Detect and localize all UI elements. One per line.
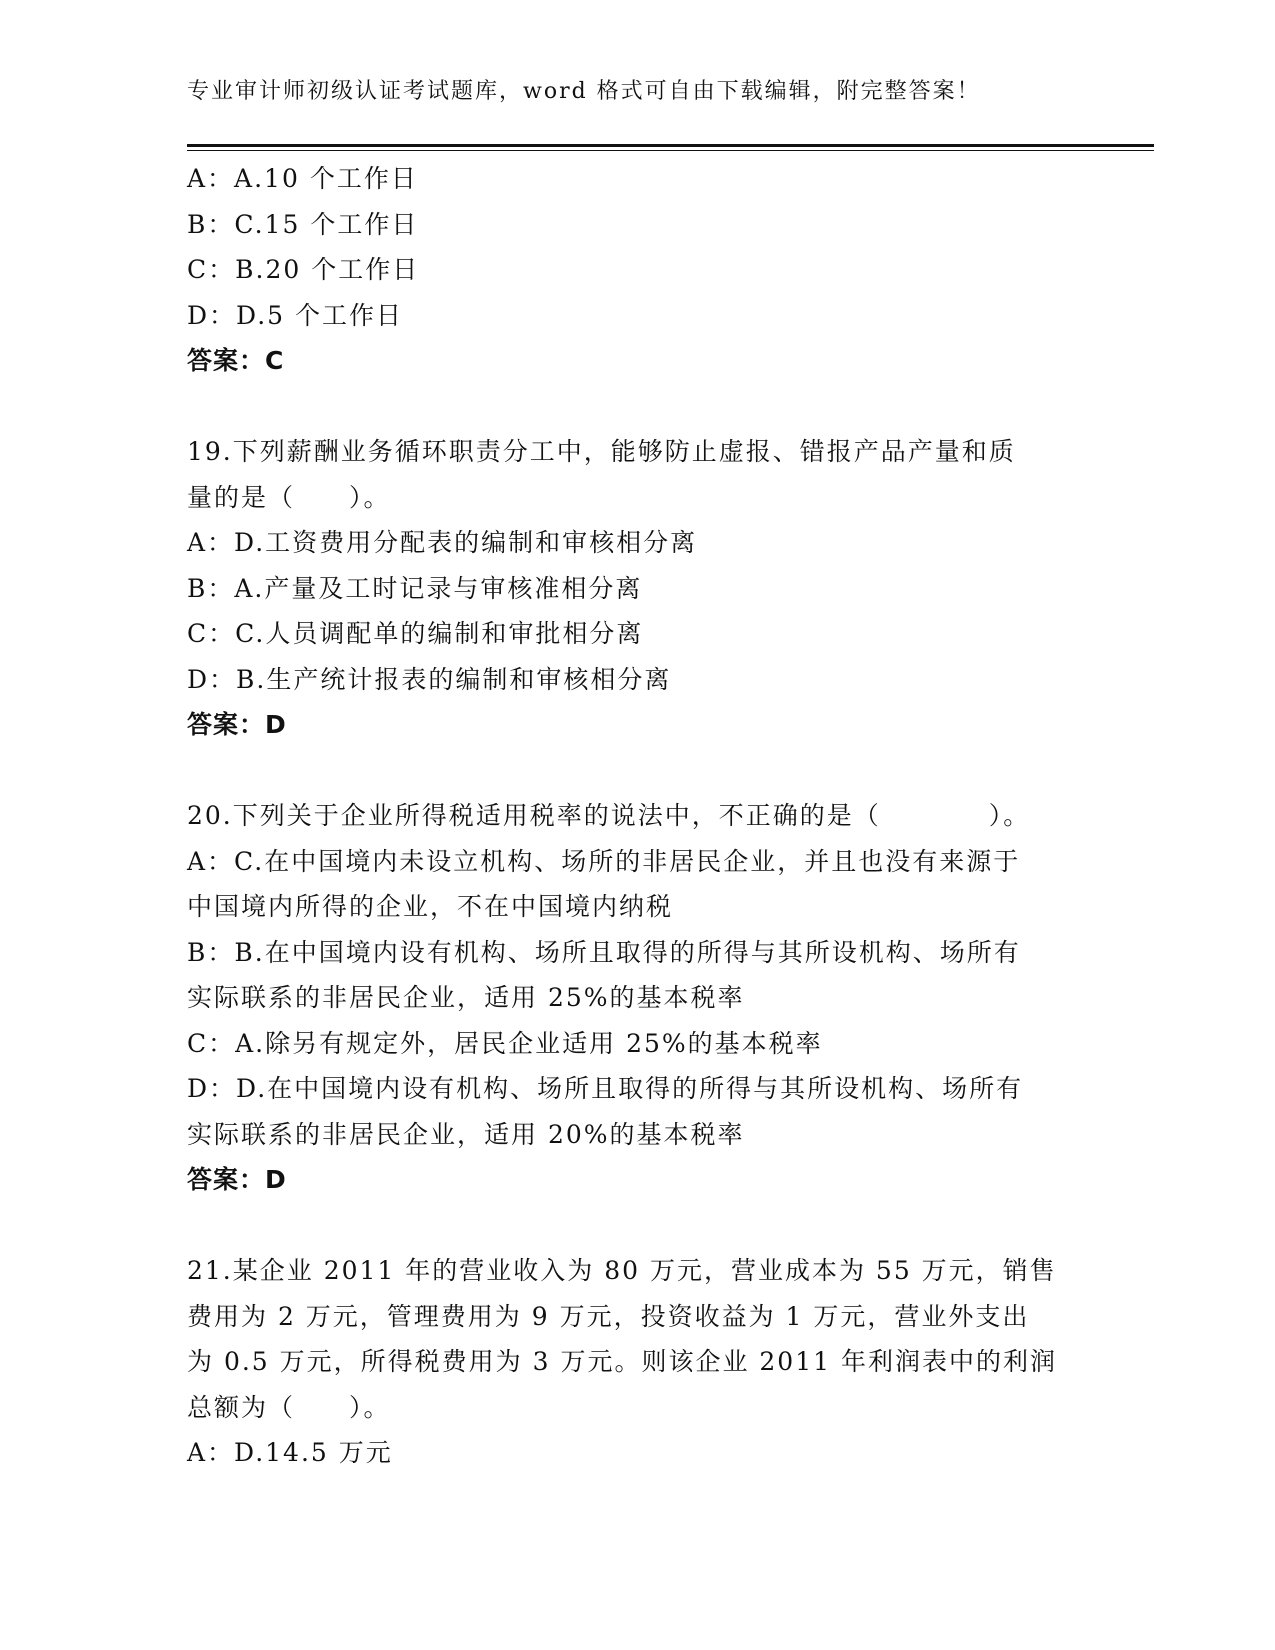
option-a: A：C.在中国境内未设立机构、场所的非居民企业，并且也没有来源于 bbox=[187, 846, 1021, 876]
question-stem: 19.下列薪酬业务循环职责分工中，能够防止虚报、错报产品产量和质 bbox=[187, 437, 1016, 466]
question-stem: 总额为（ ）。 bbox=[187, 1392, 391, 1422]
answer-line: 答案：D bbox=[187, 1165, 287, 1194]
page-header: 专业审计师初级认证考试题库，word 格式可自由下载编辑，附完整答案！ bbox=[187, 79, 981, 104]
question-20 bbox=[187, 793, 1067, 1203]
option-d: D：D.在中国境内设有机构、场所且取得的所得与其所设机构、场所有 bbox=[187, 1074, 1024, 1103]
option-c: C：B.20 个工作日 bbox=[187, 255, 420, 284]
option-a: A：A.10 个工作日 bbox=[187, 164, 418, 193]
header-rule bbox=[187, 144, 1154, 151]
question-stem: 20.下列关于企业所得税适用税率的说法中，不正确的是（ ）。 bbox=[187, 801, 1031, 830]
option-a: A：D.工资费用分配表的编制和审核相分离 bbox=[187, 528, 698, 557]
option-d: D：D.5 个工作日 bbox=[187, 300, 403, 330]
option-b: B：B.在中国境内设有机构、场所且取得的所得与其所设机构、场所有 bbox=[187, 937, 1021, 967]
option-d-continued: 实际联系的非居民企业，适用 20%的基本税率 bbox=[187, 1119, 745, 1149]
option-b: B：A.产量及工时记录与审核准相分离 bbox=[187, 573, 643, 603]
question-stem: 为 0.5 万元，所得税费用为 3 万元。则该企业 2011 年利润表中的利润 bbox=[187, 1347, 1057, 1376]
question-18 bbox=[187, 156, 1067, 384]
question-content bbox=[187, 156, 1067, 1476]
spacer bbox=[187, 384, 1067, 430]
question-21 bbox=[187, 1248, 1067, 1476]
option-b-continued: 实际联系的非居民企业，适用 25%的基本税率 bbox=[187, 983, 745, 1012]
spacer bbox=[187, 748, 1067, 794]
question-19 bbox=[187, 429, 1067, 748]
option-a: A：D.14.5 万元 bbox=[187, 1438, 393, 1467]
spacer bbox=[187, 1203, 1067, 1249]
option-b: B：C.15 个工作日 bbox=[187, 209, 419, 239]
option-a-continued: 中国境内所得的企业，不在中国境内纳税 bbox=[187, 892, 674, 921]
option-d: D：B.生产统计报表的编制和审核相分离 bbox=[187, 664, 672, 694]
question-stem: 费用为 2 万元，管理费用为 9 万元，投资收益为 1 万元，营业外支出 bbox=[187, 1301, 1030, 1331]
answer-line: 答案：C bbox=[187, 346, 285, 375]
option-c: C：A.除另有规定外，居民企业适用 25%的基本税率 bbox=[187, 1028, 823, 1058]
option-c: C：C.人员调配单的编制和审批相分离 bbox=[187, 619, 644, 648]
question-stem: 21.某企业 2011 年的营业收入为 80 万元，营业成本为 55 万元，销售 bbox=[187, 1256, 1057, 1285]
answer-line: 答案：D bbox=[187, 710, 287, 739]
question-stem: 量的是（ ）。 bbox=[187, 482, 391, 512]
